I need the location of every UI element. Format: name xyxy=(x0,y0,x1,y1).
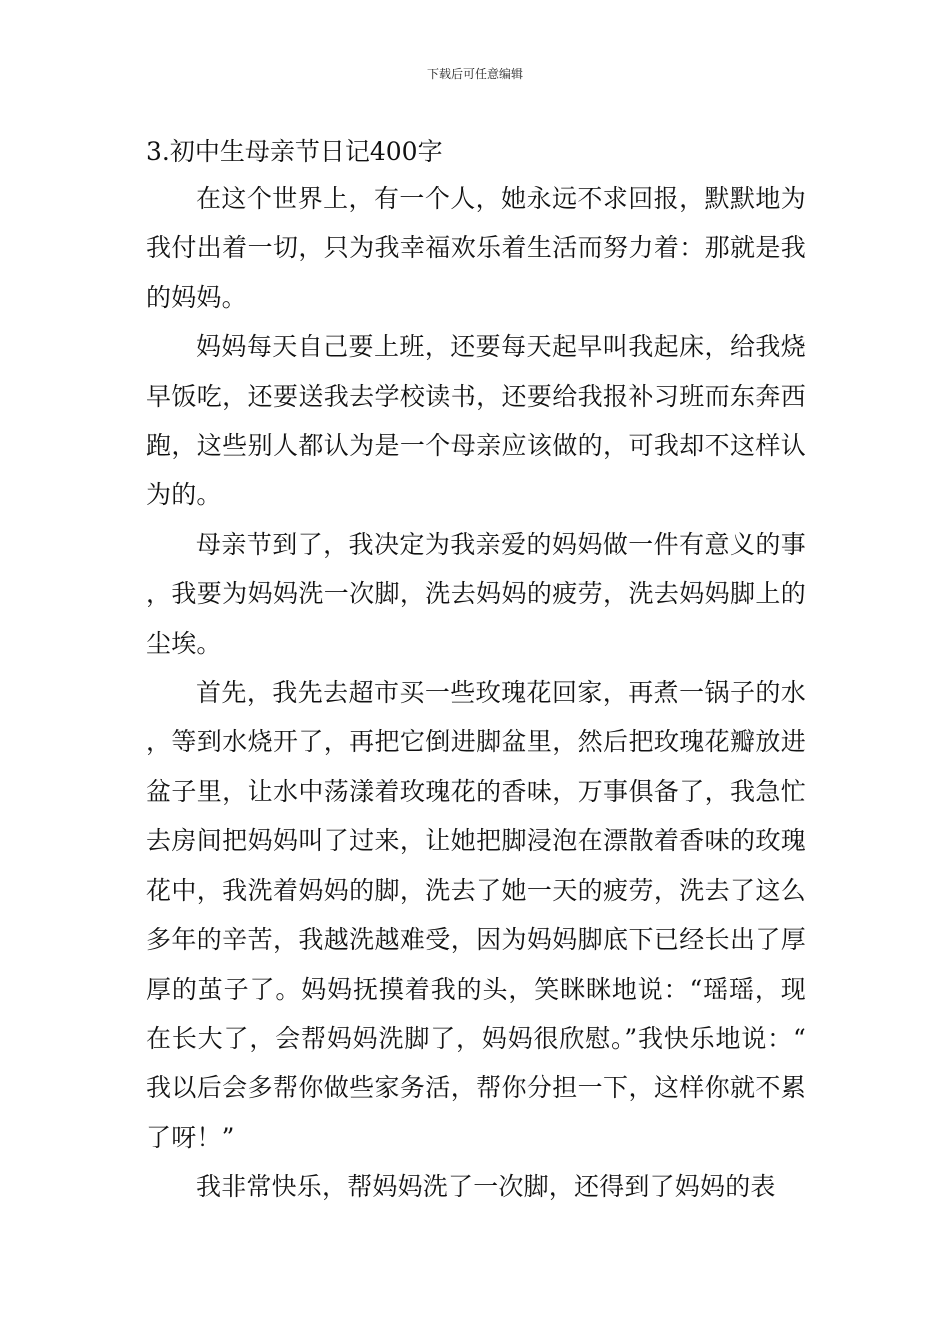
paragraph-3: 母亲节到了，我决定为我亲爱的妈妈做一件有意义的事，我要为妈妈洗一次脚，洗去妈妈的疲劳，洗去妈妈脚上的尘埃。 xyxy=(146,529,806,658)
document-body xyxy=(146,130,806,1212)
page-header: 下载后可任意编辑 xyxy=(426,67,523,81)
paragraph-4: 首先，我先去超市买一些玫瑰花回家，再煮一锅子的水，等到水烧开了，再把它倒进脚盆里，然后把玫瑰花瓣放进盆子里，让水中荡漾着玫瑰花的香味，万事俱备了，我急忙去房间把妈妈叫了过来，让她把脚浸泡在漂散着香味的玫瑰花中，我洗着妈妈的脚，洗去了她一天的疲劳，洗去了这么多年的辛苦，我越洗越难受，因为妈妈脚底下已经长出了厚厚的茧子了。妈妈抚摸着我的头，笑眯眯地说：“瑶瑶，现在长大了，会帮妈妈洗脚了，妈妈很欣慰。”我快乐地说：“我以后会多帮你做些家务活，帮你分担一下，这样你就不累了呀！” xyxy=(146,678,806,1152)
paragraph-2: 妈妈每天自己要上班，还要每天起早叫我起床，给我烧早饭吃，还要送我去学校读书，还要给我报补习班而东奔西跑，这些别人都认为是一个母亲应该做的，可我却不这样认为的。 xyxy=(146,332,806,510)
paragraph-1: 在这个世界上，有一个人，她永远不求回报，默默地为我付出着一切，只为我幸福欢乐着生活而努力着：那就是我的妈妈。 xyxy=(146,184,806,312)
document-title: 3.初中生母亲节日记400字 xyxy=(146,137,443,166)
paragraph-5: 我非常快乐，帮妈妈洗了一次脚，还得到了妈妈的表 xyxy=(196,1172,776,1202)
